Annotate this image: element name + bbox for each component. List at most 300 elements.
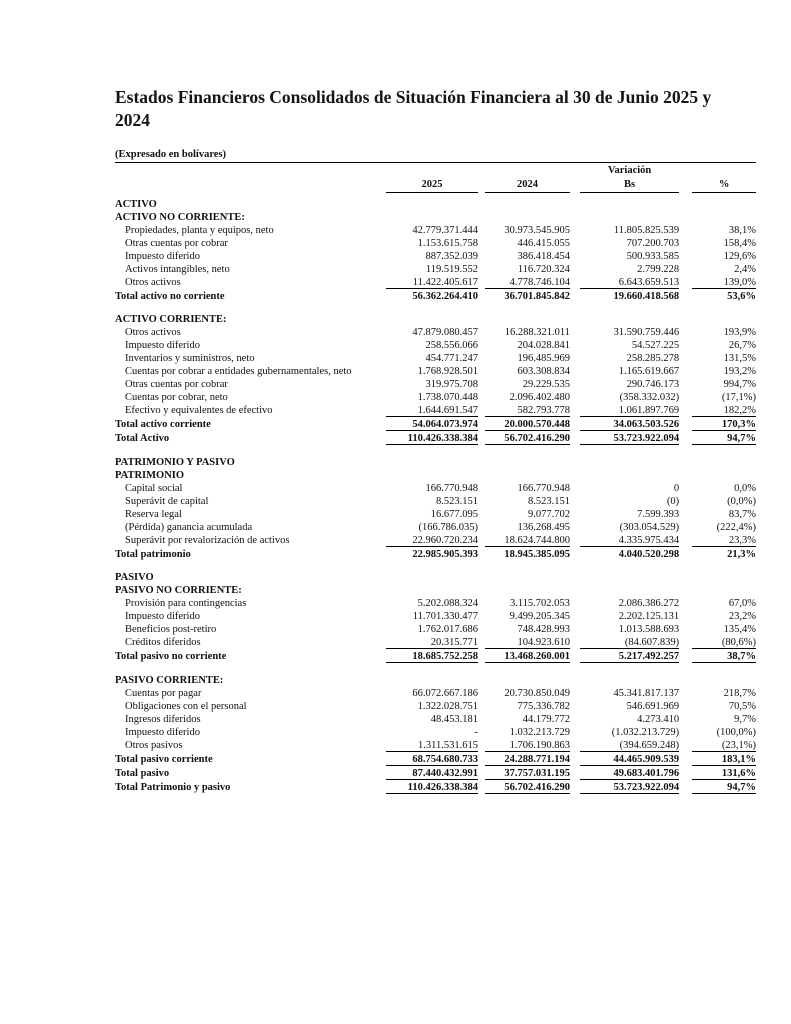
table-row xyxy=(115,249,756,262)
column-gap xyxy=(570,583,580,596)
value-variacion-bs: (303.054.529) xyxy=(619,521,680,533)
value-2025: 87.440.432.991 xyxy=(386,766,478,780)
row-label: Beneficios post-retiro xyxy=(125,623,217,635)
column-gap xyxy=(679,609,692,622)
value-variacion-bs xyxy=(580,583,679,596)
column-gap xyxy=(478,163,485,176)
column-gap xyxy=(679,699,692,712)
row-label: Ingresos diferidos xyxy=(125,713,201,725)
table-row xyxy=(115,325,756,338)
row-label: Otros activos xyxy=(125,326,181,338)
value-2025: 319.975.708 xyxy=(425,378,478,390)
row-label: Impuesto diferido xyxy=(125,339,200,351)
empty-cell xyxy=(115,163,386,176)
value-variacion-bs: 4.273.410 xyxy=(637,713,680,725)
column-gap xyxy=(570,507,580,520)
value-2024: 24.288.771.194 xyxy=(485,752,570,766)
column-gap xyxy=(570,455,580,468)
value-variacion-pct: 67,0% xyxy=(728,597,756,609)
value-variacion-pct: 158,4% xyxy=(723,237,756,249)
column-gap xyxy=(570,609,580,622)
value-variacion-pct: 9,7% xyxy=(734,713,756,725)
value-variacion-pct: 131,6% xyxy=(692,766,756,780)
value-2024: 30.973.545.905 xyxy=(504,224,570,236)
value-2025: 22.960.720.234 xyxy=(412,534,478,546)
table-row xyxy=(115,403,756,417)
value-2024 xyxy=(485,312,570,325)
value-variacion-pct xyxy=(692,468,756,481)
value-2025: 454.771.247 xyxy=(425,352,478,364)
column-gap xyxy=(570,494,580,507)
value-variacion-bs: 4.040.520.298 xyxy=(580,547,679,561)
column-gap xyxy=(478,325,485,338)
row-label: Total activo corriente xyxy=(115,419,211,431)
column-gap xyxy=(679,520,692,533)
column-gap xyxy=(570,533,580,547)
row-label: PATRIMONIO xyxy=(115,469,185,481)
value-2025: - xyxy=(474,726,478,738)
row-label: ACTIVO NO CORRIENTE: xyxy=(115,211,245,223)
column-gap xyxy=(679,766,692,780)
column-gap xyxy=(570,351,580,364)
value-2025: 68.754.680.733 xyxy=(386,752,478,766)
value-variacion-bs: 546.691.969 xyxy=(626,700,680,712)
column-gap xyxy=(679,622,692,635)
column-gap xyxy=(570,431,580,445)
value-variacion-pct: 94,7% xyxy=(692,431,756,445)
row-label: Reserva legal xyxy=(125,508,182,520)
value-2024 xyxy=(485,673,570,686)
column-gap xyxy=(478,210,485,223)
value-variacion-bs: (84.607.839) xyxy=(624,636,680,648)
column-gap xyxy=(679,649,692,663)
value-2025: 258.556.066 xyxy=(425,339,478,351)
row-label: Otros activos xyxy=(125,277,181,289)
column-header-pct: % xyxy=(692,176,756,193)
column-gap xyxy=(478,197,485,210)
value-2025 xyxy=(386,583,478,596)
value-2025: 1.644.691.547 xyxy=(417,404,478,416)
table-row xyxy=(115,338,756,351)
column-gap xyxy=(570,635,580,649)
value-2024: 104.923.610 xyxy=(517,636,570,648)
column-gap xyxy=(570,725,580,738)
row-label: Total Patrimonio y pasivo xyxy=(115,782,231,794)
table-row xyxy=(115,725,756,738)
table-row xyxy=(115,262,756,275)
value-variacion-bs: 290.746.173 xyxy=(626,378,680,390)
spacer-row xyxy=(115,560,756,570)
value-variacion-pct: 21,3% xyxy=(692,547,756,561)
value-2024: 9.499.205.345 xyxy=(509,610,570,622)
column-gap xyxy=(679,570,692,583)
row-label: Efectivo y equivalentes de efectivo xyxy=(125,405,273,417)
column-gap xyxy=(478,351,485,364)
column-gap xyxy=(679,262,692,275)
row-label: Impuesto diferido xyxy=(125,726,200,738)
spacer-cell xyxy=(115,663,756,674)
value-variacion-pct: 170,3% xyxy=(692,417,756,431)
variacion-header: Variación xyxy=(607,164,652,176)
row-label: Créditos diferidos xyxy=(125,637,201,649)
table-row xyxy=(115,583,756,596)
value-2024: 9.077.702 xyxy=(527,508,570,520)
value-variacion-pct: 193,2% xyxy=(723,365,756,377)
empty-cell xyxy=(692,163,756,176)
value-2024: 16.288.321.011 xyxy=(504,326,570,338)
column-gap xyxy=(570,570,580,583)
spacer-row xyxy=(115,445,756,456)
table-row xyxy=(115,547,756,561)
value-2024: 116.720.324 xyxy=(517,263,570,275)
value-2025: 1.153.615.758 xyxy=(417,237,478,249)
row-label: Activos intangibles, neto xyxy=(125,263,230,275)
value-2025: 42.779.371.444 xyxy=(412,224,478,236)
value-2024: 20.730.850.049 xyxy=(504,687,570,699)
value-variacion-pct: 193,9% xyxy=(723,326,756,338)
table-row xyxy=(115,520,756,533)
table-row xyxy=(115,533,756,547)
row-label: Impuesto diferido xyxy=(125,250,200,262)
column-gap xyxy=(679,210,692,223)
value-2024: 20.000.570.448 xyxy=(485,417,570,431)
value-variacion-bs: 53.723.922.094 xyxy=(580,780,679,794)
column-gap xyxy=(478,236,485,249)
table-row xyxy=(115,197,756,210)
column-gap xyxy=(570,403,580,417)
column-gap xyxy=(478,712,485,725)
column-header-2024: 2024 xyxy=(485,176,570,193)
value-variacion-pct: 182,2% xyxy=(723,404,756,416)
row-label: PASIVO CORRIENTE: xyxy=(115,674,224,686)
column-gap xyxy=(478,673,485,686)
column-gap xyxy=(679,596,692,609)
value-variacion-pct xyxy=(692,197,756,210)
value-variacion-bs xyxy=(580,570,679,583)
column-gap xyxy=(478,275,485,289)
table-row xyxy=(115,752,756,766)
value-variacion-pct: 53,6% xyxy=(692,289,756,303)
table-row xyxy=(115,649,756,663)
value-2024 xyxy=(485,197,570,210)
column-header-2025: 2025 xyxy=(386,176,478,193)
column-gap xyxy=(478,570,485,583)
value-variacion-pct: 139,0% xyxy=(723,276,756,288)
column-gap xyxy=(478,455,485,468)
column-gap xyxy=(570,236,580,249)
value-variacion-pct: 994,7% xyxy=(723,378,756,390)
value-2025: 47.879.080.457 xyxy=(412,326,478,338)
spacer-row xyxy=(115,302,756,312)
row-label: Obligaciones con el personal xyxy=(125,700,247,712)
value-variacion-pct: 218,7% xyxy=(723,687,756,699)
column-gap xyxy=(478,725,485,738)
column-header-row xyxy=(115,176,756,193)
row-label: Total activo no corriente xyxy=(115,290,225,302)
value-variacion-bs: 1.165.619.667 xyxy=(618,365,680,377)
value-variacion-pct: 135,4% xyxy=(723,623,756,635)
column-gap xyxy=(478,583,485,596)
statement-table-body xyxy=(115,197,756,794)
value-2024: 446.415.055 xyxy=(517,237,570,249)
column-gap xyxy=(570,520,580,533)
column-gap xyxy=(570,197,580,210)
column-gap xyxy=(570,596,580,609)
column-gap xyxy=(478,390,485,403)
value-2025: 110.426.338.384 xyxy=(386,780,478,794)
document-content xyxy=(115,86,756,794)
table-row xyxy=(115,390,756,403)
row-label: Otras cuentas por cobrar xyxy=(125,237,228,249)
value-2025: 110.426.338.384 xyxy=(386,431,478,445)
column-gap xyxy=(478,468,485,481)
value-2024: 3.115.702.053 xyxy=(509,597,570,609)
value-variacion-bs xyxy=(580,210,679,223)
value-2024 xyxy=(485,455,570,468)
column-gap xyxy=(570,766,580,780)
empty-cell xyxy=(115,176,386,193)
row-label: Propiedades, planta y equipos, neto xyxy=(125,224,274,236)
column-gap xyxy=(679,176,692,193)
value-variacion-pct: (0,0%) xyxy=(727,495,756,507)
spacer-row xyxy=(115,663,756,674)
column-gap xyxy=(478,547,485,561)
column-gap xyxy=(679,780,692,794)
empty-cell xyxy=(485,163,570,176)
row-label: Impuesto diferido xyxy=(125,610,200,622)
table-row xyxy=(115,712,756,725)
table-row xyxy=(115,673,756,686)
column-gap xyxy=(679,431,692,445)
row-label: ACTIVO CORRIENTE: xyxy=(115,313,227,325)
column-gap xyxy=(478,176,485,193)
column-gap xyxy=(478,686,485,699)
column-gap xyxy=(478,520,485,533)
value-variacion-bs: 19.660.418.568 xyxy=(580,289,679,303)
value-2025: (166.786.035) xyxy=(418,521,478,533)
column-gap xyxy=(478,377,485,390)
table-row xyxy=(115,622,756,635)
value-variacion-pct: 131,5% xyxy=(723,352,756,364)
table-row xyxy=(115,210,756,223)
column-gap xyxy=(570,780,580,794)
row-label: Total Activo xyxy=(115,433,170,445)
column-gap xyxy=(679,507,692,520)
column-gap xyxy=(679,377,692,390)
value-variacion-bs: 6.643.659.513 xyxy=(618,276,680,288)
row-label: Inventarios y suministros, neto xyxy=(125,352,255,364)
row-label: Total patrimonio xyxy=(115,548,191,560)
value-2025: 48.453.181 xyxy=(430,713,478,725)
value-2024: 136.268.495 xyxy=(517,521,570,533)
value-2025: 20.315.771 xyxy=(430,636,478,648)
column-gap xyxy=(570,417,580,431)
column-gap xyxy=(570,649,580,663)
column-gap xyxy=(478,289,485,303)
row-label: ACTIVO xyxy=(115,198,157,210)
value-variacion-bs: 707.200.703 xyxy=(626,237,680,249)
value-2024: 37.757.031.195 xyxy=(485,766,570,780)
variacion-header-row xyxy=(115,163,756,176)
row-label: Otros pasivos xyxy=(125,740,183,752)
column-gap xyxy=(570,622,580,635)
column-gap xyxy=(478,431,485,445)
financial-statement-table xyxy=(115,163,756,794)
table-row xyxy=(115,738,756,752)
value-2024: 1.706.190.863 xyxy=(509,739,570,751)
value-variacion-pct xyxy=(692,455,756,468)
column-gap xyxy=(570,289,580,303)
spacer-cell xyxy=(115,445,756,456)
table-row xyxy=(115,686,756,699)
table-row xyxy=(115,289,756,303)
value-variacion-bs: 7.599.393 xyxy=(637,508,680,520)
column-gap xyxy=(679,686,692,699)
table-row xyxy=(115,609,756,622)
value-2025: 119.519.552 xyxy=(425,263,478,275)
value-variacion-pct: (17,1%) xyxy=(721,391,756,403)
table-row xyxy=(115,570,756,583)
column-gap xyxy=(679,752,692,766)
value-variacion-bs: 31.590.759.446 xyxy=(613,326,680,338)
column-gap xyxy=(679,163,692,176)
column-gap xyxy=(679,635,692,649)
table-row xyxy=(115,481,756,494)
table-row xyxy=(115,223,756,236)
value-variacion-bs: (394.659.248) xyxy=(619,739,680,751)
value-2025 xyxy=(386,570,478,583)
value-variacion-pct: 38,1% xyxy=(728,224,756,236)
column-gap xyxy=(478,609,485,622)
value-2024: 8.523.151 xyxy=(527,495,570,507)
value-2024: 4.778.746.104 xyxy=(509,276,570,288)
table-row xyxy=(115,699,756,712)
column-gap xyxy=(679,351,692,364)
value-variacion-pct: 83,7% xyxy=(728,508,756,520)
value-2024: 748.428.993 xyxy=(517,623,570,635)
column-gap xyxy=(570,686,580,699)
row-label: Superávit por revalorización de activos xyxy=(125,535,290,547)
value-2024 xyxy=(485,210,570,223)
column-gap xyxy=(679,533,692,547)
column-gap xyxy=(570,468,580,481)
value-2025 xyxy=(386,468,478,481)
value-variacion-bs: 2.799.228 xyxy=(637,263,680,275)
value-variacion-pct xyxy=(692,210,756,223)
column-gap xyxy=(478,507,485,520)
value-variacion-bs xyxy=(580,197,679,210)
column-gap xyxy=(679,738,692,752)
column-gap xyxy=(679,403,692,417)
value-2024: 196.485.969 xyxy=(517,352,570,364)
value-2025: 1.311.531.615 xyxy=(417,739,478,751)
column-gap xyxy=(570,338,580,351)
column-gap xyxy=(478,249,485,262)
column-gap xyxy=(570,390,580,403)
value-2025: 8.523.151 xyxy=(435,495,478,507)
value-variacion-pct: (100,0%) xyxy=(716,726,756,738)
column-gap xyxy=(570,210,580,223)
column-gap xyxy=(679,236,692,249)
value-2025: 22.985.905.393 xyxy=(386,547,478,561)
column-gap xyxy=(679,583,692,596)
value-2024: 18.624.744.800 xyxy=(504,534,570,546)
value-2024: 1.032.213.729 xyxy=(509,726,570,738)
table-row xyxy=(115,494,756,507)
value-2024: 386.418.454 xyxy=(517,250,570,262)
column-gap xyxy=(679,275,692,289)
value-variacion-bs: 44.465.909.539 xyxy=(580,752,679,766)
column-gap xyxy=(478,752,485,766)
value-2024: 582.793.778 xyxy=(517,404,570,416)
row-label: Superávit de capital xyxy=(125,495,209,507)
row-label: Cuentas por cobrar, neto xyxy=(125,391,228,403)
value-2024: 603.308.834 xyxy=(517,365,570,377)
empty-cell xyxy=(386,163,478,176)
column-gap xyxy=(679,289,692,303)
value-variacion-bs: 1.013.588.693 xyxy=(618,623,680,635)
column-gap xyxy=(570,312,580,325)
value-2024: 18.945.385.095 xyxy=(485,547,570,561)
value-variacion-bs: 4.335.975.434 xyxy=(618,534,680,546)
column-gap xyxy=(679,249,692,262)
value-2025: 887.352.039 xyxy=(425,250,478,262)
value-2024: 166.770.948 xyxy=(517,482,570,494)
column-gap xyxy=(478,364,485,377)
column-gap xyxy=(570,262,580,275)
value-variacion-pct xyxy=(692,583,756,596)
row-label: (Pérdida) ganancia acumulada xyxy=(125,521,253,533)
spacer-cell xyxy=(115,302,756,312)
value-variacion-bs: (0) xyxy=(666,495,680,507)
table-row xyxy=(115,417,756,431)
table-row xyxy=(115,635,756,649)
value-2025: 56.362.264.410 xyxy=(386,289,478,303)
value-variacion-bs: 45.341.817.137 xyxy=(613,687,680,699)
table-row xyxy=(115,766,756,780)
value-variacion-bs: 49.683.401.796 xyxy=(580,766,679,780)
value-variacion-bs xyxy=(580,312,679,325)
column-gap xyxy=(570,752,580,766)
value-variacion-pct xyxy=(692,673,756,686)
value-variacion-pct xyxy=(692,570,756,583)
row-label: Total pasivo corriente xyxy=(115,754,213,766)
table-row xyxy=(115,780,756,794)
column-gap xyxy=(679,494,692,507)
value-2024 xyxy=(485,468,570,481)
value-2025: 5.202.088.324 xyxy=(417,597,478,609)
value-variacion-bs xyxy=(580,455,679,468)
column-gap xyxy=(570,738,580,752)
column-gap xyxy=(570,673,580,686)
value-2025 xyxy=(386,673,478,686)
value-variacion-pct: 26,7% xyxy=(728,339,756,351)
column-gap xyxy=(570,699,580,712)
value-2025 xyxy=(386,210,478,223)
value-2025: 16.677.095 xyxy=(430,508,478,520)
value-variacion-bs: 2.202.125.131 xyxy=(618,610,680,622)
value-variacion-bs: 500.933.585 xyxy=(626,250,680,262)
value-2024 xyxy=(485,570,570,583)
column-gap xyxy=(570,325,580,338)
column-gap xyxy=(570,364,580,377)
column-gap xyxy=(478,338,485,351)
table-row xyxy=(115,455,756,468)
column-gap xyxy=(570,712,580,725)
value-2025: 166.770.948 xyxy=(425,482,478,494)
value-2025 xyxy=(386,312,478,325)
value-variacion-bs: 258.285.278 xyxy=(626,352,680,364)
